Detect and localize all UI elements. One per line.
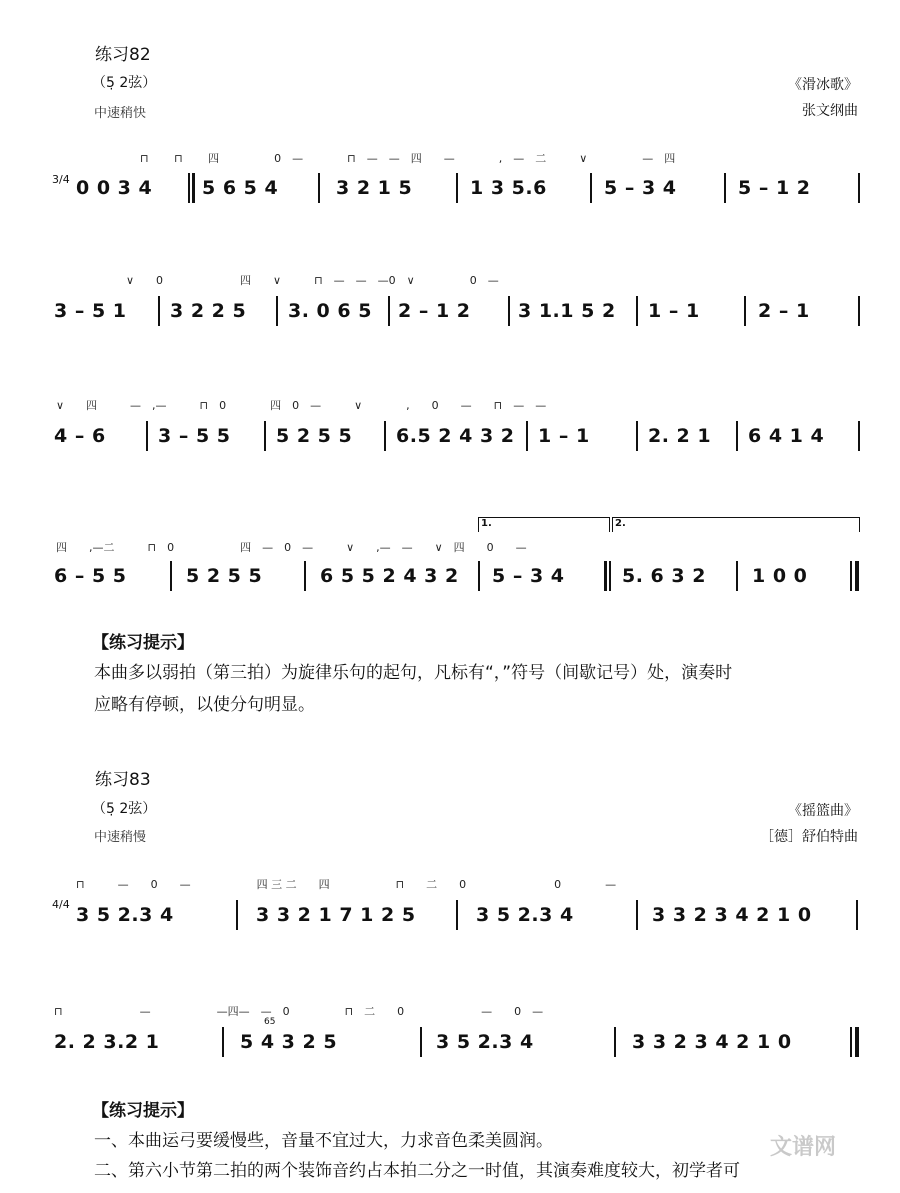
volta-1-bracket (478, 517, 610, 532)
watermark-logo: 文谱网 (770, 1135, 837, 1160)
ex82-tip-line-2: 应略有停顿，以使分句明显。 (94, 695, 315, 715)
volta-2-label: 2. (615, 518, 626, 529)
ex82-r3-m6: 2. 2 1 (648, 425, 712, 447)
ex82-tip-heading: 【练习提示】 (92, 633, 194, 653)
ex82-r3-m2: 3 – 5 5 (158, 425, 231, 447)
ex82-r3-m7: 6 4 1 4 (748, 425, 825, 447)
ex83-r2-m2: 5 4 3 2 5 (240, 1031, 338, 1053)
ex82-r3-m4: 6.5 2 4 3 2 (396, 425, 515, 447)
ex82-r1-m5: 5 – 3 4 (604, 177, 677, 199)
ex82-r2-m4: 2 – 1 2 (398, 300, 471, 322)
ex82-strings: （5̣ 2弦） (92, 75, 157, 91)
ex83-r1-m2: 3 3 2 1 7 1 2 5 (256, 904, 416, 926)
ex83-meter: 4/4 (52, 898, 70, 911)
ex82-meter: 3/4 (52, 173, 70, 186)
ex82-r2-m7: 2 – 1 (758, 300, 810, 322)
ex82-composer: 张文纲曲 (802, 103, 858, 119)
ex82-r1-m2: 5 6 5 4 (202, 177, 279, 199)
ex82-r3-m1: 4 – 6 (54, 425, 106, 447)
ex83-r1-m1: 3 5 2.3 4 (76, 904, 174, 926)
volta-1-label: 1. (481, 518, 492, 529)
ex82-r1-m1: 0 0 3 4 (76, 177, 153, 199)
volta-2-bracket (612, 517, 860, 532)
ex82-r4-m2: 5 2 5 5 (186, 565, 263, 587)
ex83-composer: ［德］舒伯特曲 (760, 829, 858, 845)
ex83-title: 练习83 (95, 770, 151, 790)
ex83-r1-m3: 3 5 2.3 4 (476, 904, 574, 926)
ex82-staff-row-4: 1. 2. 四 ,—二 ⊓ 0 四 — 0 — ∨ ,— — ∨ 四 0 — 6 – 5 5 5 2 5 5 6 5 5 2 4 3 2 5 – 3 4 5. 6 3 2 1 0 0 (0, 515, 900, 635)
ex82-staff-row-3: ∨ 四 — ,— ⊓ 0 四 0 — ∨ , 0 — ⊓ — — 4 – 6 3 – 5 5 5 2 5 5 6.5 2 4 3 2 1 – 1 2. 2 1 6 4 1 4 (0, 393, 900, 513)
ex82-r2-m2: 3 2 2 5 (170, 300, 247, 322)
ex82-song-title: 《滑冰歌》 (788, 77, 858, 93)
ex82-title: 练习82 (95, 45, 151, 65)
ex82-r2-m1: 3 – 5 1 (54, 300, 127, 322)
ex82-r1-m4: 1 3 5.6 (470, 177, 547, 199)
ex82-staff-row-2: ∨ 0 四 ∨ ⊓ — — —0 ∨ 0 — 3 – 5 1 3 2 2 5 3. 0 6 5 2 – 1 2 3 1.1 5 2 1 – 1 2 – 1 (0, 268, 900, 388)
ex82-r3-m3: 5 2 5 5 (276, 425, 353, 447)
ex83-tip-line-2: 二、第六小节第二拍的两个装饰音约占本拍二分之一时值，其演奏难度较大，初学者可 (94, 1161, 740, 1181)
ex82-r4-m6: 1 0 0 (752, 565, 808, 587)
ex82-r4-m4: 5 – 3 4 (492, 565, 565, 587)
ex82-r3-m5: 1 – 1 (538, 425, 590, 447)
ex83-staff-row-1: ⊓ — 0 — 四 三 二 四 ⊓ 二 0 0 — 4/4 3 5 2.3 4 3 3 2 1 7 1 2 5 3 5 2.3 4 3 3 2 3 4 2 1 0 (0, 870, 900, 990)
ex83-r1-m4: 3 3 2 3 4 2 1 0 (652, 904, 812, 926)
ex83-r2-m3: 3 5 2.3 4 (436, 1031, 534, 1053)
ex82-r2-m6: 1 – 1 (648, 300, 700, 322)
ex83-tip-line-1: 一、本曲运弓要缓慢些，音量不宜过大，力求音色柔美圆润。 (94, 1131, 553, 1151)
ex83-tip-heading: 【练习提示】 (92, 1101, 194, 1121)
ex83-song-title: 《摇篮曲》 (788, 803, 858, 819)
ex82-r4-m5: 5. 6 3 2 (622, 565, 706, 587)
ex82-r2-m5: 3 1.1 5 2 (518, 300, 616, 322)
ex83-tempo: 中速稍慢 (94, 830, 147, 845)
ex82-r4-m3: 6 5 5 2 4 3 2 (320, 565, 459, 587)
ex82-r2-m3: 3. 0 6 5 (288, 300, 372, 322)
ex82-r1-m3: 3 2 1 5 (336, 177, 413, 199)
ex82-staff-row-1: ⊓ ⊓ 四 0 — ⊓ — — 四 — , — 二 ∨ — 四 3/4 0 0 3 4 5 6 5 4 3 2 1 5 1 3 5.6 5 – 3 4 5 – 1 2 (0, 145, 900, 265)
ex83-grace-notes: 65 (264, 1017, 276, 1027)
ex83-r2-m4: 3 3 2 3 4 2 1 0 (632, 1031, 792, 1053)
ex83-strings: （5̣ 2弦） (92, 801, 157, 817)
ex82-tempo: 中速稍快 (94, 106, 147, 121)
ex82-r1-m6: 5 – 1 2 (738, 177, 811, 199)
ex82-r4-m1: 6 – 5 5 (54, 565, 127, 587)
ex82-tip-line-1: 本曲多以弱拍（第三拍）为旋律乐句的起句，凡标有“，”符号（间歇记号）处，演奏时 (94, 663, 733, 683)
ex83-staff-row-2: ⊓ — —四— — 0 ⊓ 二 0 — 0 — 65 2. 2 3.2 1 5 4 3 2 5 3 5 2.3 4 3 3 2 3 4 2 1 0 (0, 997, 900, 1117)
ex83-r2-m1: 2. 2 3.2 1 (54, 1031, 160, 1053)
